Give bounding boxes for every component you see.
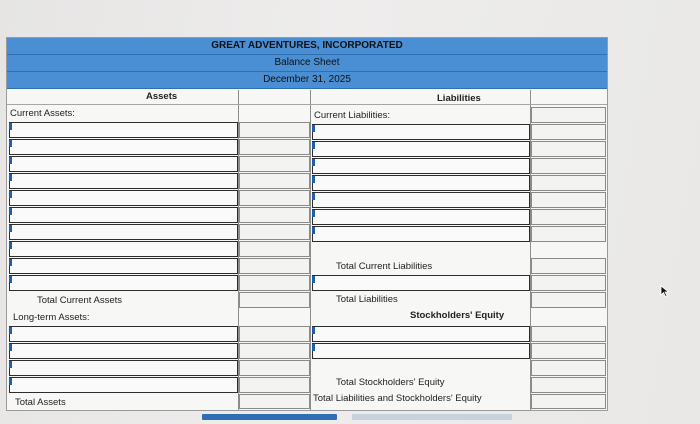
grid-line	[7, 104, 607, 105]
asset-amount-field[interactable]	[239, 224, 310, 240]
asset-amount-field[interactable]	[239, 173, 310, 189]
total-stockholders-equity-amount[interactable]	[531, 377, 606, 393]
asset-amount-field[interactable]	[239, 139, 310, 155]
asset-account-field[interactable]	[9, 224, 238, 240]
liability-amount-field[interactable]	[531, 209, 606, 225]
asset-amount-field[interactable]	[239, 275, 310, 291]
asset-account-field[interactable]	[9, 173, 238, 189]
mouse-cursor-icon	[660, 285, 670, 297]
company-name: GREAT ADVENTURES, INCORPORATED	[7, 38, 607, 55]
liability-account-field[interactable]	[312, 226, 530, 242]
horizontal-scrollbar-track[interactable]	[352, 414, 512, 420]
grid-line	[310, 90, 311, 410]
equity-amount-field[interactable]	[531, 343, 606, 359]
liability-account-field[interactable]	[312, 192, 530, 208]
liability-account-field[interactable]	[312, 158, 530, 174]
liability-account-field[interactable]	[312, 124, 530, 140]
current-assets-label: Current Assets:	[10, 108, 75, 119]
long-term-asset-field[interactable]	[9, 377, 238, 393]
current-liabilities-label: Current Liabilities:	[314, 110, 391, 121]
asset-account-field[interactable]	[9, 207, 238, 223]
total-current-liabilities-amount[interactable]	[531, 258, 606, 274]
asset-account-field[interactable]	[9, 122, 238, 138]
asset-account-field[interactable]	[9, 275, 238, 291]
asset-account-field[interactable]	[9, 156, 238, 172]
asset-amount-field[interactable]	[239, 241, 310, 257]
liability-account-field[interactable]	[312, 209, 530, 225]
liabilities-heading: Liabilities	[437, 93, 481, 104]
statement-title: Balance Sheet	[7, 55, 607, 72]
asset-amount-field[interactable]	[239, 190, 310, 206]
horizontal-scrollbar-thumb[interactable]	[202, 414, 337, 420]
total-liabilities-label: Total Liabilities	[336, 294, 398, 305]
total-liabilities-equity-label: Total Liabilities and Stockholders' Equity	[313, 393, 482, 404]
liability-account-field[interactable]	[312, 275, 530, 291]
liability-amount-field[interactable]	[531, 124, 606, 140]
liability-amount-field[interactable]	[531, 226, 606, 242]
liability-amount-field[interactable]	[531, 141, 606, 157]
asset-account-field[interactable]	[9, 241, 238, 257]
liability-account-field[interactable]	[312, 141, 530, 157]
total-stockholders-equity-label: Total Stockholders' Equity	[336, 377, 445, 388]
liability-amount-field[interactable]	[531, 158, 606, 174]
long-term-asset-field[interactable]	[9, 326, 238, 342]
total-current-assets-amount[interactable]	[239, 292, 310, 308]
long-term-asset-amount[interactable]	[239, 343, 310, 359]
long-term-asset-amount[interactable]	[239, 360, 310, 376]
asset-amount-field[interactable]	[239, 207, 310, 223]
statement-date: December 31, 2025	[7, 72, 607, 89]
asset-amount-field[interactable]	[239, 122, 310, 138]
liability-amount-field[interactable]	[531, 275, 606, 291]
liability-amount-field[interactable]	[531, 107, 606, 123]
long-term-asset-amount[interactable]	[239, 377, 310, 393]
total-liabilities-amount[interactable]	[531, 292, 606, 308]
total-current-liabilities-label: Total Current Liabilities	[336, 261, 433, 272]
asset-account-field[interactable]	[9, 139, 238, 155]
total-current-assets-label: Total Current Assets	[37, 295, 123, 306]
liability-amount-field[interactable]	[531, 192, 606, 208]
liability-account-field[interactable]	[312, 175, 530, 191]
total-assets-amount[interactable]	[239, 394, 310, 409]
total-assets-label: Total Assets	[15, 397, 66, 408]
balance-sheet-form	[6, 37, 608, 411]
long-term-asset-field[interactable]	[9, 360, 238, 376]
asset-account-field[interactable]	[9, 190, 238, 206]
equity-amount-field[interactable]	[531, 326, 606, 342]
equity-account-field[interactable]	[312, 343, 530, 359]
stockholders-equity-heading: Stockholders' Equity	[410, 310, 505, 321]
long-term-asset-field[interactable]	[9, 343, 238, 359]
asset-account-field[interactable]	[9, 258, 238, 274]
long-term-asset-amount[interactable]	[239, 326, 310, 342]
asset-amount-field[interactable]	[239, 258, 310, 274]
liability-amount-field[interactable]	[531, 175, 606, 191]
total-liabilities-equity-amount[interactable]	[531, 394, 606, 409]
equity-amount-field[interactable]	[531, 360, 606, 376]
equity-account-field[interactable]	[312, 326, 530, 342]
assets-heading: Assets	[146, 91, 178, 102]
long-term-assets-label: Long-term Assets:	[13, 312, 90, 323]
asset-amount-field[interactable]	[239, 156, 310, 172]
